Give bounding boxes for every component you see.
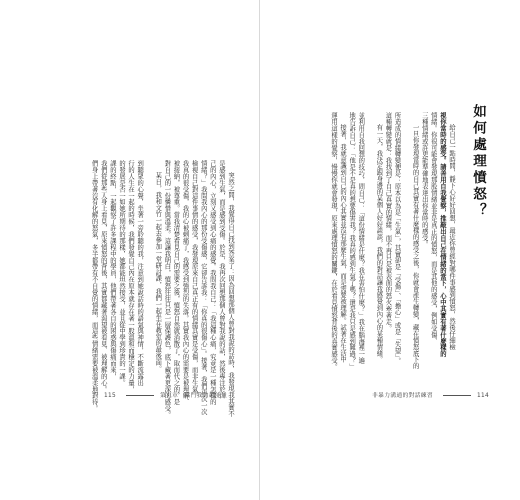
- body-line: 我們從那些人身上看見，原來憤怒的背後，其實都藏著渴望被看見、被理解的心。: [99, 160, 107, 393]
- body-line: 情緒？」我問我內心的那份受傷感，它卻告訴我：「你真的很傷心」。接著，我們再次一次: [199, 160, 207, 415]
- left-page: [0, 0, 259, 500]
- body-line: 給自己一點時間，靜下心好好回想，最近你曾經對哪件事感到憤怒，然後仔細檢: [448, 124, 455, 350]
- body-line: 行的人生在一起的時候，我們發覺自己內在原本就存在著一股溫和而穩定的力量，: [127, 160, 135, 393]
- footer-rule: [126, 395, 154, 396]
- body-line: 某日，我和文竹一起去參加一堂研討課，我們一起坐在教室的最後面。: [154, 172, 162, 372]
- body-line: 所造成的情緒轉變便是：原本以為是「生氣」，其實卻是「受傷」、「擔心」或是「失望」。: [393, 112, 401, 364]
- body-line: 三種情緒或許更能準確地表達出你當時的感受。: [420, 112, 428, 248]
- left-page-footer: [104, 390, 233, 399]
- body-line: 的發展是否一如她所期待的那樣，她都能坦然接受，並且從中學到珍貴的一課。: [117, 160, 125, 386]
- body-line: 接著，我就意識到自己的內心其實並沒有那麼生氣，而是需要被理解。試著在生活中: [339, 124, 347, 363]
- body-line: 對自己的一份憐惜與溫柔。這讓我明白，憤怒往往只是一層保護色，底下藏著更深的感受。: [163, 160, 171, 418]
- body-line: 情緒。你很可能會發現那股情緒並非是真正的憤怒，而是其他的感受，例如受傷、: [429, 112, 437, 345]
- body-line: 有一天，我決定跟身邊的某個人好好談談，我們的對話讓我感覺到內心的某種情緒。: [375, 124, 383, 363]
- body-line: 一旦你發現當時的自己其實有著什麼樣的感受之後，你就會產生轉變，藏在憤怒底下的: [411, 124, 419, 370]
- body-line: 突然之間，我覺得自己找到答案了：因為回想那個人曾對我說的話時，我發現我其實不: [227, 172, 234, 418]
- right-page-footer: [372, 390, 495, 399]
- body-line: 是感到生氣，而是感到受傷。於是，我再次回想那個人曾對我說的話，然後專注於自: [217, 160, 225, 399]
- body-line: 地告訴自己：「他是不是真的想要傷害我？我真的感到生氣了嗎？還是我只是感到難過？」: [348, 112, 356, 370]
- body-line: 們身上帶著沒有化解的怒氣，多半都帶有不自覺的情緒，而這些情緒需要被溫柔地對待。: [90, 160, 98, 412]
- body-line: 課的終點，一起觀察了許多課程中的學員，他們帶著各自的困惑與傷痛而來，: [108, 160, 116, 380]
- book-title: 非暴力溝通的對話練習: [372, 393, 433, 399]
- body-line: 運用這樣的覺察，慢慢你就會發現，原來處理憤怒的關鍵，在於看見憤怒背後的真實感受。: [329, 112, 337, 370]
- body-line: 我真的很受傷，我的心被刺痛了，我感受到強烈的失落。其實我內心的需要是被理解、: [181, 160, 189, 406]
- body-line: 並利用自我回想的技巧，問自己：「這份情緒是什麼？我在害怕什麼？」我在腦海裡一遍: [357, 112, 365, 364]
- body-line: 被接納，被尊重。當我清楚看見自己的需要之後，憤怒自然就消散了，取而代之的，是: [172, 160, 180, 406]
- section-heading: 如何處理憤怒？: [470, 104, 486, 220]
- body-line: 這種轉變就是：我找到了自己真實的情緒，而不再只是被表面的怒火牽著走。: [384, 112, 392, 332]
- body-line: 己的內心，立刻又感受到心痛的感覺。我問我自己：「我這種心痛，究竟是一種怎樣的: [208, 160, 216, 406]
- page-number: 115: [104, 393, 116, 399]
- body-line: 視你當時的感受。請善用自我覺察，推敲出自己在情緒的當下，心中其實有著什麼樣的: [438, 112, 446, 358]
- body-line: 到聽眾的心聲，坐著一旁聆聽的我，注意到她說話時的語氣與神情，不斷流露出: [136, 160, 144, 386]
- footer-rule: [443, 395, 471, 396]
- body-line: 檢視自己對這件事情的感受，我發現原來自己真正有的情緒其實是受傷，而非生氣。: [190, 160, 198, 399]
- page-number: 114: [476, 393, 489, 399]
- right-page-body: [329, 112, 456, 370]
- chapter-title: 第五章 協門我的超能量: [159, 393, 228, 399]
